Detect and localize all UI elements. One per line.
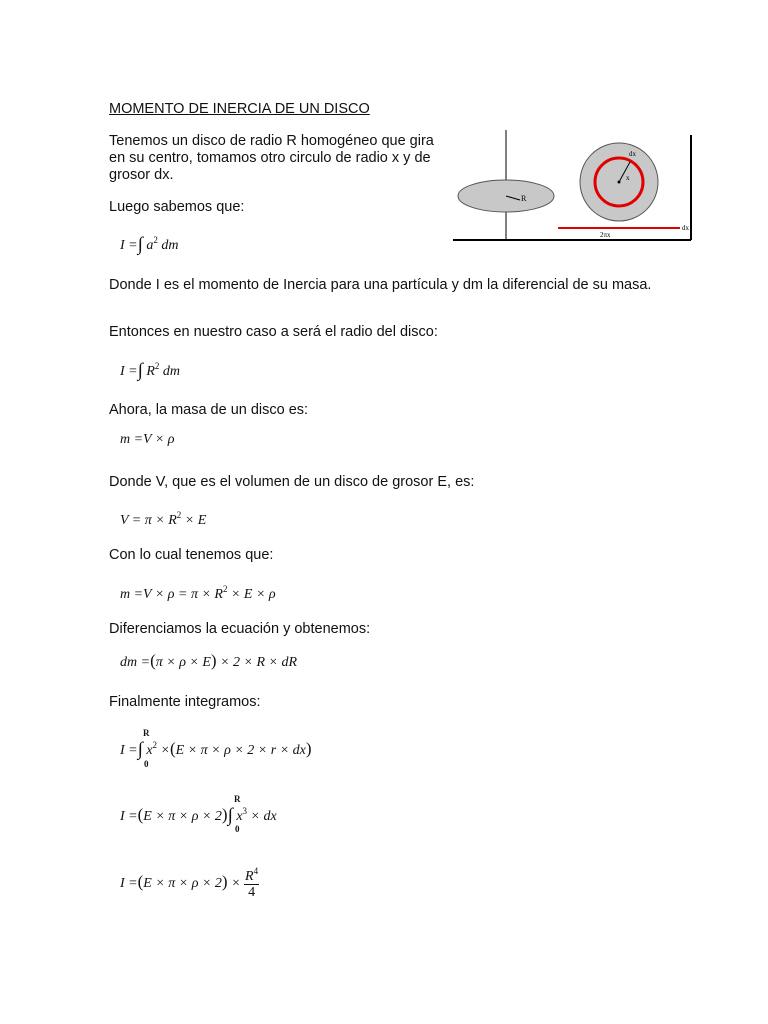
donde-i-paragraph: Donde I es el momento de Inercia para una partícula y dm la diferencial de su masa. (109, 277, 652, 293)
fraction-r4-over-4: $\frac{R^4}{4}$ (245, 866, 259, 900)
equation-8: I =(E × π × ρ × 2)∫ R 0 $x^3$ × dx (120, 794, 277, 834)
equation-5: $m =V \times \rho = \pi \times R^2 \times E \times \rho$ (120, 584, 276, 602)
ahora-paragraph: Ahora, la masa de un disco es: (109, 402, 309, 418)
center-dot (618, 181, 621, 184)
label-circumference: 2πx (600, 231, 611, 239)
intro-paragraph: Tenemos un disco de radio R homogéneo que gira en su centro, tomamos otro circulo de radio x y de grosor dx. (109, 133, 434, 183)
equation-6: dm =(π × ρ × E) × 2 × R × dR (120, 651, 298, 670)
equation-4: $V = \pi \times R^2 \times E$ (120, 510, 207, 528)
entonces-paragraph: Entonces en nuestro caso a será el radio del disco: (109, 324, 438, 340)
document-title: MOMENTO DE INERCIA DE UN DISCO (109, 101, 370, 117)
disk-diagram (450, 130, 695, 248)
equation-7: I =∫ R 0 $x^2 \times(E \times \pi \times \rho \times 2 \times r \times dx)$ (120, 728, 312, 769)
label-dx-small: dx (629, 150, 636, 158)
equation-9: I =(E × π × ρ × 2) × $\frac{R^4}{4}$ (120, 866, 259, 900)
equation-3: m =V × ρ (120, 432, 175, 447)
luego-paragraph: Luego sabemos que: (109, 199, 245, 215)
label-r: R (521, 194, 527, 203)
label-dx-axis: dx (682, 224, 689, 232)
equation-2: I =∫ $R^2$ dm (120, 360, 181, 381)
label-x: x (626, 174, 630, 182)
donde-v-paragraph: Donde V, que es el volumen de un disco de grosor E, es: (109, 474, 475, 490)
con-lo-cual-paragraph: Con lo cual tenemos que: (109, 547, 274, 563)
finalmente-paragraph: Finalmente integramos: (109, 694, 261, 710)
equation-1: I =∫ $a^2$ dm (120, 234, 179, 255)
diferenciamos-paragraph: Diferenciamos la ecuación y obtenemos: (109, 621, 371, 637)
